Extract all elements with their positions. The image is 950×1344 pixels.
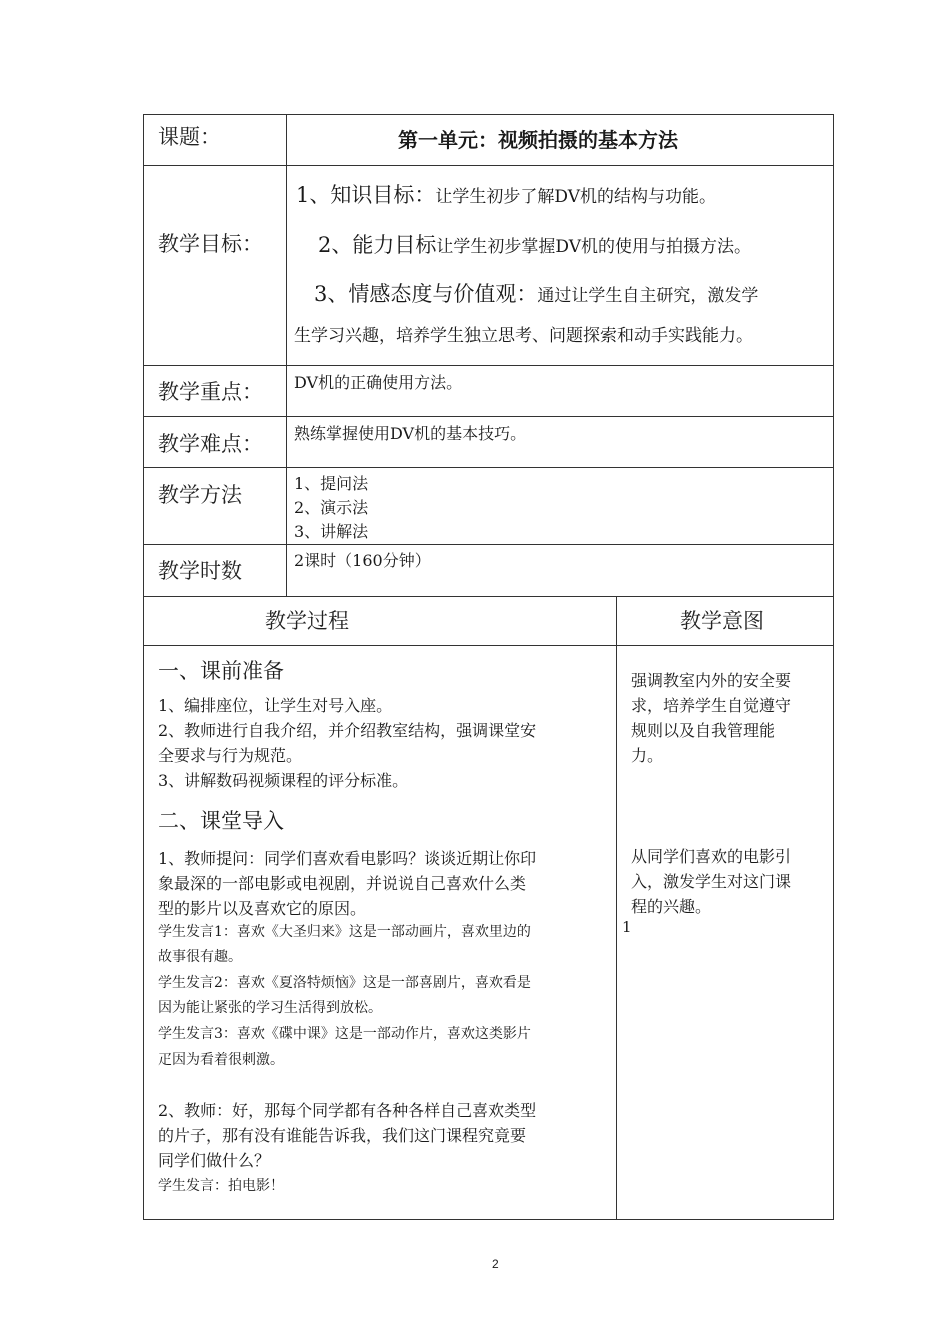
student-response: 学生发言：拍电影！ [158,1178,284,1194]
goal-knowledge-text: 让学生初步了解DV机的结构与功能。 [435,187,716,207]
process-line: 2、教师：好，那每个同学都有各种各样自己喜欢类型 [158,1101,537,1120]
goal-knowledge-heading: 1、知识目标： [296,183,436,207]
student-response: 学生发言3：喜欢《碟中课》这是一部动作片，喜欢这类影片 [158,1026,531,1042]
table-border-left [143,114,144,1220]
intent-line: 入，激发学生对这门课 [631,872,792,891]
student-response: 学生发言2：喜欢《夏洛特烦恼》这是一部喜剧片，喜欢看是 [158,975,531,991]
intent-column-heading: 教学意图 [680,609,764,633]
process-line: 3、讲解数码视频课程的评分标准。 [158,771,409,790]
page-number: 2 [492,1257,499,1271]
process-line: 的片子，那有没有谁能告诉我，我们这门课程究竟要 [158,1126,527,1145]
key-point-value: DV机的正确使用方法。 [294,373,463,392]
goal-ability-heading: 2、能力目标 [318,233,437,257]
process-column-heading: 教学过程 [265,609,349,633]
process-line: 象最深的一部电影或电视剧，并说说自己喜欢什么类 [158,874,527,893]
row-divider [143,645,834,646]
intent-line: 求，培养学生自觉遵守 [631,696,792,715]
goal-attitude-text: 通过让学生自主研究，激发学 [537,286,759,306]
goal-knowledge [296,179,716,209]
row-divider [143,596,834,597]
difficulty-value: 熟练掌握使用DV机的基本技巧。 [294,424,527,443]
goals-label: 教学目标： [158,232,263,256]
row-divider [143,544,834,545]
row-divider [143,416,834,417]
key-point-label: 教学重点： [158,380,263,404]
section-heading: 二、课堂导入 [158,809,284,833]
row-divider [143,365,834,366]
student-response: 故事很有趣。 [158,949,242,965]
hours-value: 2课时（160分钟） [294,551,431,570]
goal-attitude-text-continued: 生学习兴趣，培养学生独立思考、问题探索和动手实践能力。 [294,326,753,346]
method-item: 2、演示法 [294,498,369,517]
process-column-divider [616,596,617,1220]
method-label: 教学方法 [158,483,242,507]
process-line: 1、编排座位，让学生对号入座。 [158,696,393,715]
hours-label: 教学时数 [158,559,242,583]
method-item: 3、讲解法 [294,522,369,541]
student-response: 因为能让紧张的学习生活得到放松。 [158,1000,382,1016]
process-line: 1、教师提问：同学们喜欢看电影吗？谈谈近期让你印 [158,849,537,868]
process-line: 同学们做什么？ [158,1151,271,1170]
table-border-top [143,114,834,115]
student-response: 疋因为看着很刺激。 [158,1052,284,1068]
intent-line: 从同学们喜欢的电影引 [631,847,792,866]
goal-ability [318,229,751,259]
method-item: 1、提问法 [294,474,369,493]
process-line: 2、教师进行自我介绍，并介绍教室结构，强调课堂安 [158,721,537,740]
row-divider [143,165,834,166]
table-border-right [833,114,834,1220]
stray-mark: 1 [622,918,632,936]
intent-line: 程的兴趣。 [631,897,712,916]
intent-line: 强调教室内外的安全要 [631,671,792,690]
process-line: 全要求与行为规范。 [158,746,303,765]
lesson-title: 第一单元：视频拍摄的基本方法 [398,128,678,152]
difficulty-label: 教学难点： [158,432,263,456]
process-line: 型的影片以及喜欢它的原因。 [158,899,367,918]
intent-line: 规则以及自我管理能 [631,721,776,740]
student-response: 学生发言1：喜欢《大圣归来》这是一部动画片，喜欢里边的 [158,924,531,940]
row-divider [143,467,834,468]
goal-attitude [314,278,758,308]
label-column-divider [286,114,287,596]
intent-line: 力。 [631,746,664,765]
table-border-bottom [143,1219,834,1220]
topic-label: 课题： [158,125,221,149]
section-heading: 一、课前准备 [158,659,284,683]
goal-attitude-heading: 3、情感态度与价值观： [314,282,538,306]
goal-ability-text: 让学生初步掌握DV机的使用与拍摄方法。 [436,237,751,257]
